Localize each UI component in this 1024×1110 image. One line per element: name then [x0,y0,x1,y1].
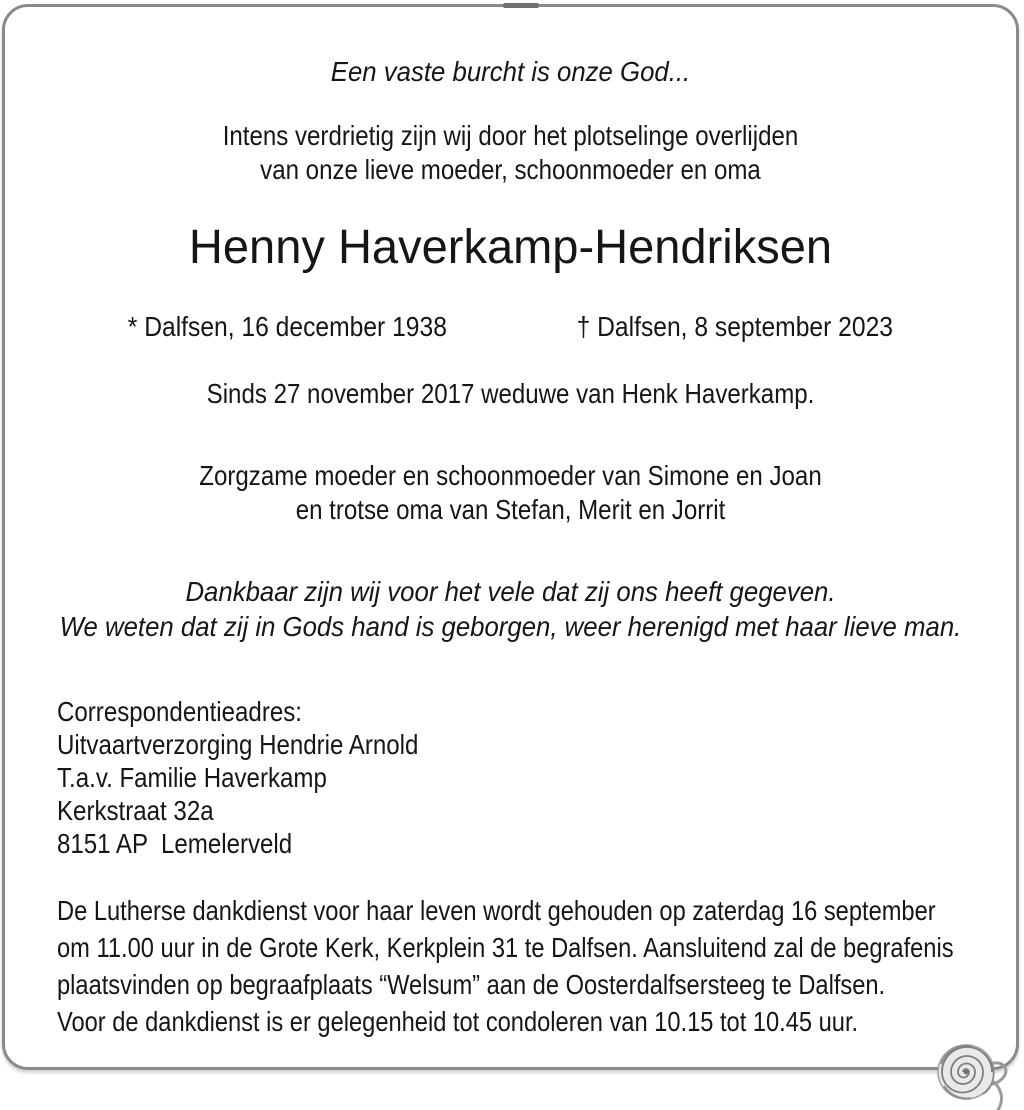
intro-line: Intens verdrietig zijn wij door het plotselinge overlijden [222,120,799,151]
family-line: Zorgzame moeder en schoonmoeder van Simone en Joan [199,460,822,491]
deceased-name-heading [5,220,1016,276]
correspondence-line: Kerkstraat 32a [57,795,214,826]
correspondence-line: T.a.v. Familie Haverkamp [57,762,327,793]
border-notch [503,3,539,8]
birth-death-dates [5,310,1016,344]
gratitude-paragraph [5,574,1016,644]
service-details-paragraph [57,892,1024,1040]
quote [5,55,1016,89]
widow-line [5,377,1016,411]
birth-date: * Dalfsen, 16 december 1938 [128,311,448,342]
rose-icon [928,1032,1012,1110]
service-line: Voor de dankdienst is er gelegenheid tot condoleren van 10.15 tot 10.45 uur. [57,1006,859,1037]
service-line: De Lutherse dankdienst voor haar leven wordt gehouden op zaterdag 16 september [57,895,936,926]
intro-line: van onze lieve moeder, schoonmoeder en oma [260,154,761,185]
correspondence-address [57,695,477,860]
gratitude-line: We weten dat zij in Gods hand is geborgen, weer herenigd met haar lieve man. [59,611,962,642]
quote-text: Een vaste burcht is onze God... [330,56,691,87]
family-paragraph [5,459,1016,527]
correspondence-label: Correspondentieadres: [57,696,302,727]
correspondence-line: 8151 AP Lemelerveld [57,828,293,859]
family-line: en trotse oma van Stefan, Merit en Jorrit [295,494,726,525]
intro-paragraph [5,119,1016,187]
deceased-name: Henny Haverkamp-Hendriksen [188,221,833,274]
gratitude-line: Dankbaar zijn wij voor het vele dat zij ons heeft gegeven. [185,576,836,607]
service-line: om 11.00 uur in de Grote Kerk, Kerkplein 31 te Dalfsen. Aansluitend zal de begrafenis [57,932,954,963]
death-date: † Dalfsen, 8 september 2023 [576,311,894,342]
correspondence-line: Uitvaartverzorging Hendrie Arnold [57,729,419,760]
service-line: plaatsvinden op begraafplaats “Welsum” aan de Oosterdalfsersteeg te Dalfsen. [57,969,886,1000]
widow-text: Sinds 27 november 2017 weduwe van Henk Haverkamp. [206,378,815,409]
obituary-card [2,4,1019,1070]
